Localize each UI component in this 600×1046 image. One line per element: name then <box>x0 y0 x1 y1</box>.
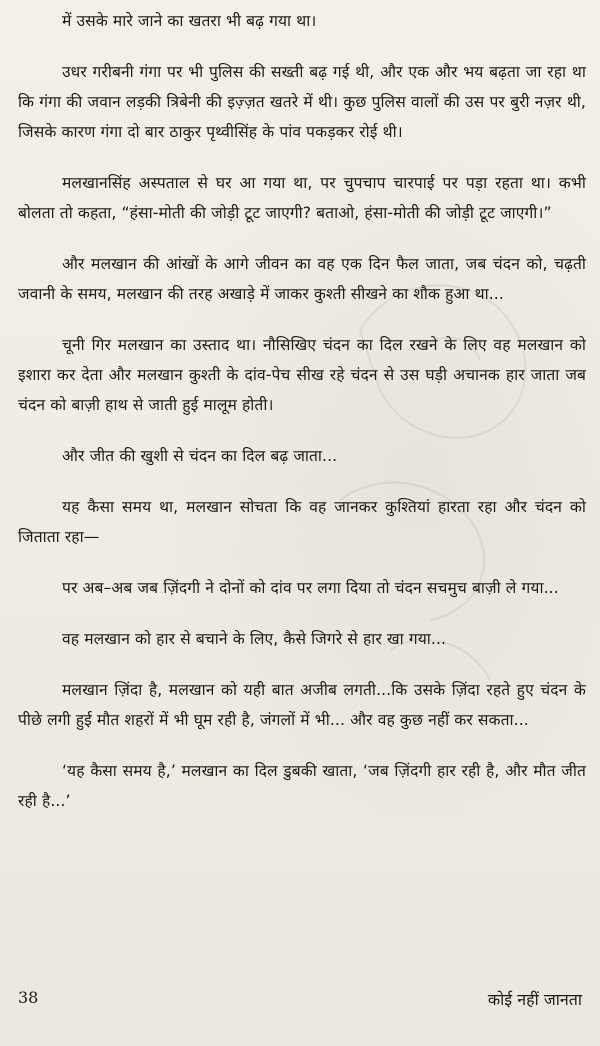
paragraph: यह कैसा समय था, मलखान सोचता कि वह जानकर कुश्तियां हारता रहा और चंदन को जिताता रहा— <box>18 498 586 546</box>
body-text <box>18 6 586 837</box>
paragraph: में उसके मारे जाने का खतरा भी बढ़ गया था। <box>62 12 317 30</box>
paragraph: और जीत की खुशी से चंदन का दिल बढ़ जाता... <box>62 447 338 465</box>
paragraph: और मलखान की आंखों के आगे जीवन का वह एक दिन फैल जाता, जब चंदन को, चढ़ती जवानी के समय, मलखान की तरह अखाड़े में जाकर कुश्ती सीखने का शौक हुआ था... <box>18 255 586 303</box>
paragraph: मलखानसिंह अस्पताल से घर आ गया था, पर चुपचाप चारपाई पर पड़ा रहता था। कभी बोलता तो कहता, “हंसा-मोती की जोड़ी टूट जाएगी? बताओ, हंसा-मोती की जोड़ी टूट जाएगी।” <box>18 174 586 222</box>
paragraph: ‘यह कैसा समय है,’ मलखान का दिल डुबकी खाता, ‘जब ज़िंदगी हार रही है, और मौत जीत रही है...’ <box>18 762 586 810</box>
paragraph: मलखान ज़िंदा है, मलखान को यही बात अजीब लगती...कि उसके ज़िंदा रहते हुए चंदन के पीछे लगी हुई मौत शहरों में भी घूम रही है, जंगलों में भी... और वह कुछ नहीं कर सकता... <box>18 681 586 729</box>
page-footer <box>18 988 582 1018</box>
paragraph: पर अब–अब जब ज़िंदगी ने दोनों को दांव पर लगा दिया तो चंदन सचमुच बाज़ी ले गया... <box>62 579 559 597</box>
running-title: कोई नहीं जानता <box>487 990 582 1009</box>
page-number: 38 <box>18 988 39 1007</box>
paragraph: उधर गरीबनी गंगा पर भी पुलिस की सख्ती बढ़ गई थी, और एक और भय बढ़ता जा रहा था कि गंगा की जवान लड़की त्रिबेनी की इज़्ज़त खतरे में थी। कुछ पुलिस वालों की उस पर बुरी नज़र थी, जिसके कारण गंगा दो बार ठाकुर पृथ्वीसिंह के पांव पकड़कर रोई थी। <box>18 63 586 141</box>
paragraph: चूनी गिर मलखान का उस्ताद था। नौसिखिए चंदन का दिल रखने के लिए वह मलखान को इशारा कर देता और मलखान कुश्ती के दांव-पेच सीख रहे चंदन से उस घड़ी अचानक हार जाता जब चंदन को बाज़ी हाथ से जाती हुई मालूम होती। <box>18 336 586 414</box>
paragraph: वह मलखान को हार से बचाने के लिए, कैसे जिगरे से हार खा गया... <box>62 630 447 648</box>
